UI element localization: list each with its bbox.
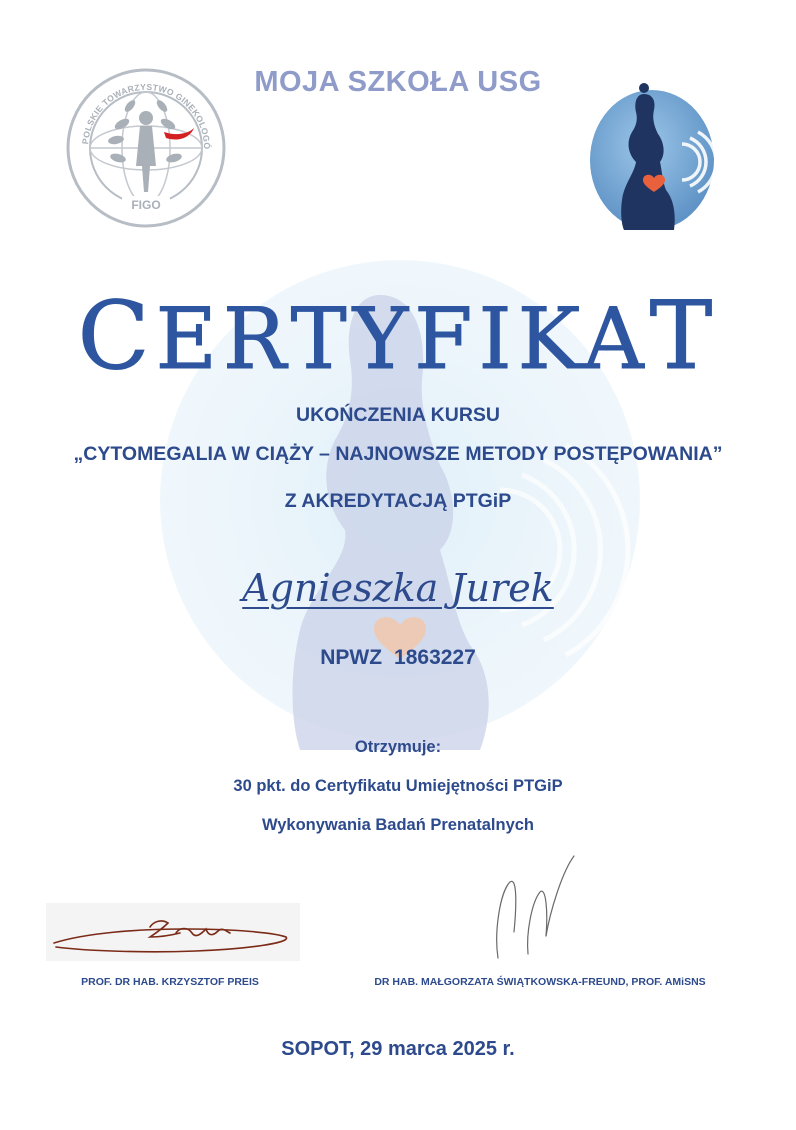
course-completion-line: UKOŃCZENIA KURSU <box>295 404 501 426</box>
seal-ring-text: POLSKIE TOWARZYSTWO GINEKOLOGÓ <box>80 81 213 150</box>
recipient-name: Agnieszka Jurek <box>242 566 554 610</box>
svg-text:POLSKIE TOWARZYSTWO GINEKOLOGÓ <box>64 66 213 150</box>
signature-1-icon <box>46 903 300 961</box>
points-text: 30 pkt. do Certyfikatu Umiejętności PTGiP <box>233 777 563 795</box>
npwz-line <box>0 646 796 670</box>
seal-figo-text: FIGO <box>131 198 161 212</box>
certificate-title: CERTYFIKAT <box>77 282 719 391</box>
npwz-label: NPWZ <box>320 646 383 669</box>
signature-2-icon <box>488 852 578 962</box>
signer-1-name: PROF. DR HAB. KRZYSZTOF PREIS <box>81 976 259 988</box>
signer-2-name: DR HAB. MAŁGORZATA ŚWIĄTKOWSKA-FREUND, PROF. AMiSNS <box>374 976 706 988</box>
exam-text: Wykonywania Badań Prenatalnych <box>261 816 535 834</box>
course-name: „CYTOMEGALIA W CIĄŻY – NAJNOWSZE METODY POSTĘPOWANIA” <box>73 443 723 465</box>
seal-icon <box>64 66 228 230</box>
pregnant-woman-ultrasound-icon <box>584 74 724 234</box>
npwz-number: 1863227 <box>394 646 476 669</box>
school-emblem-logo <box>584 74 724 234</box>
accreditation-line: Z AKREDYTACJĄ PTGiP <box>284 490 512 512</box>
school-title: MOJA SZKOŁA USG <box>254 66 542 98</box>
receives-label: Otrzymuje: <box>354 738 442 756</box>
ptgip-seal-logo <box>64 66 228 230</box>
place-date: SOPOT, 29 marca 2025 r. <box>281 1038 515 1060</box>
